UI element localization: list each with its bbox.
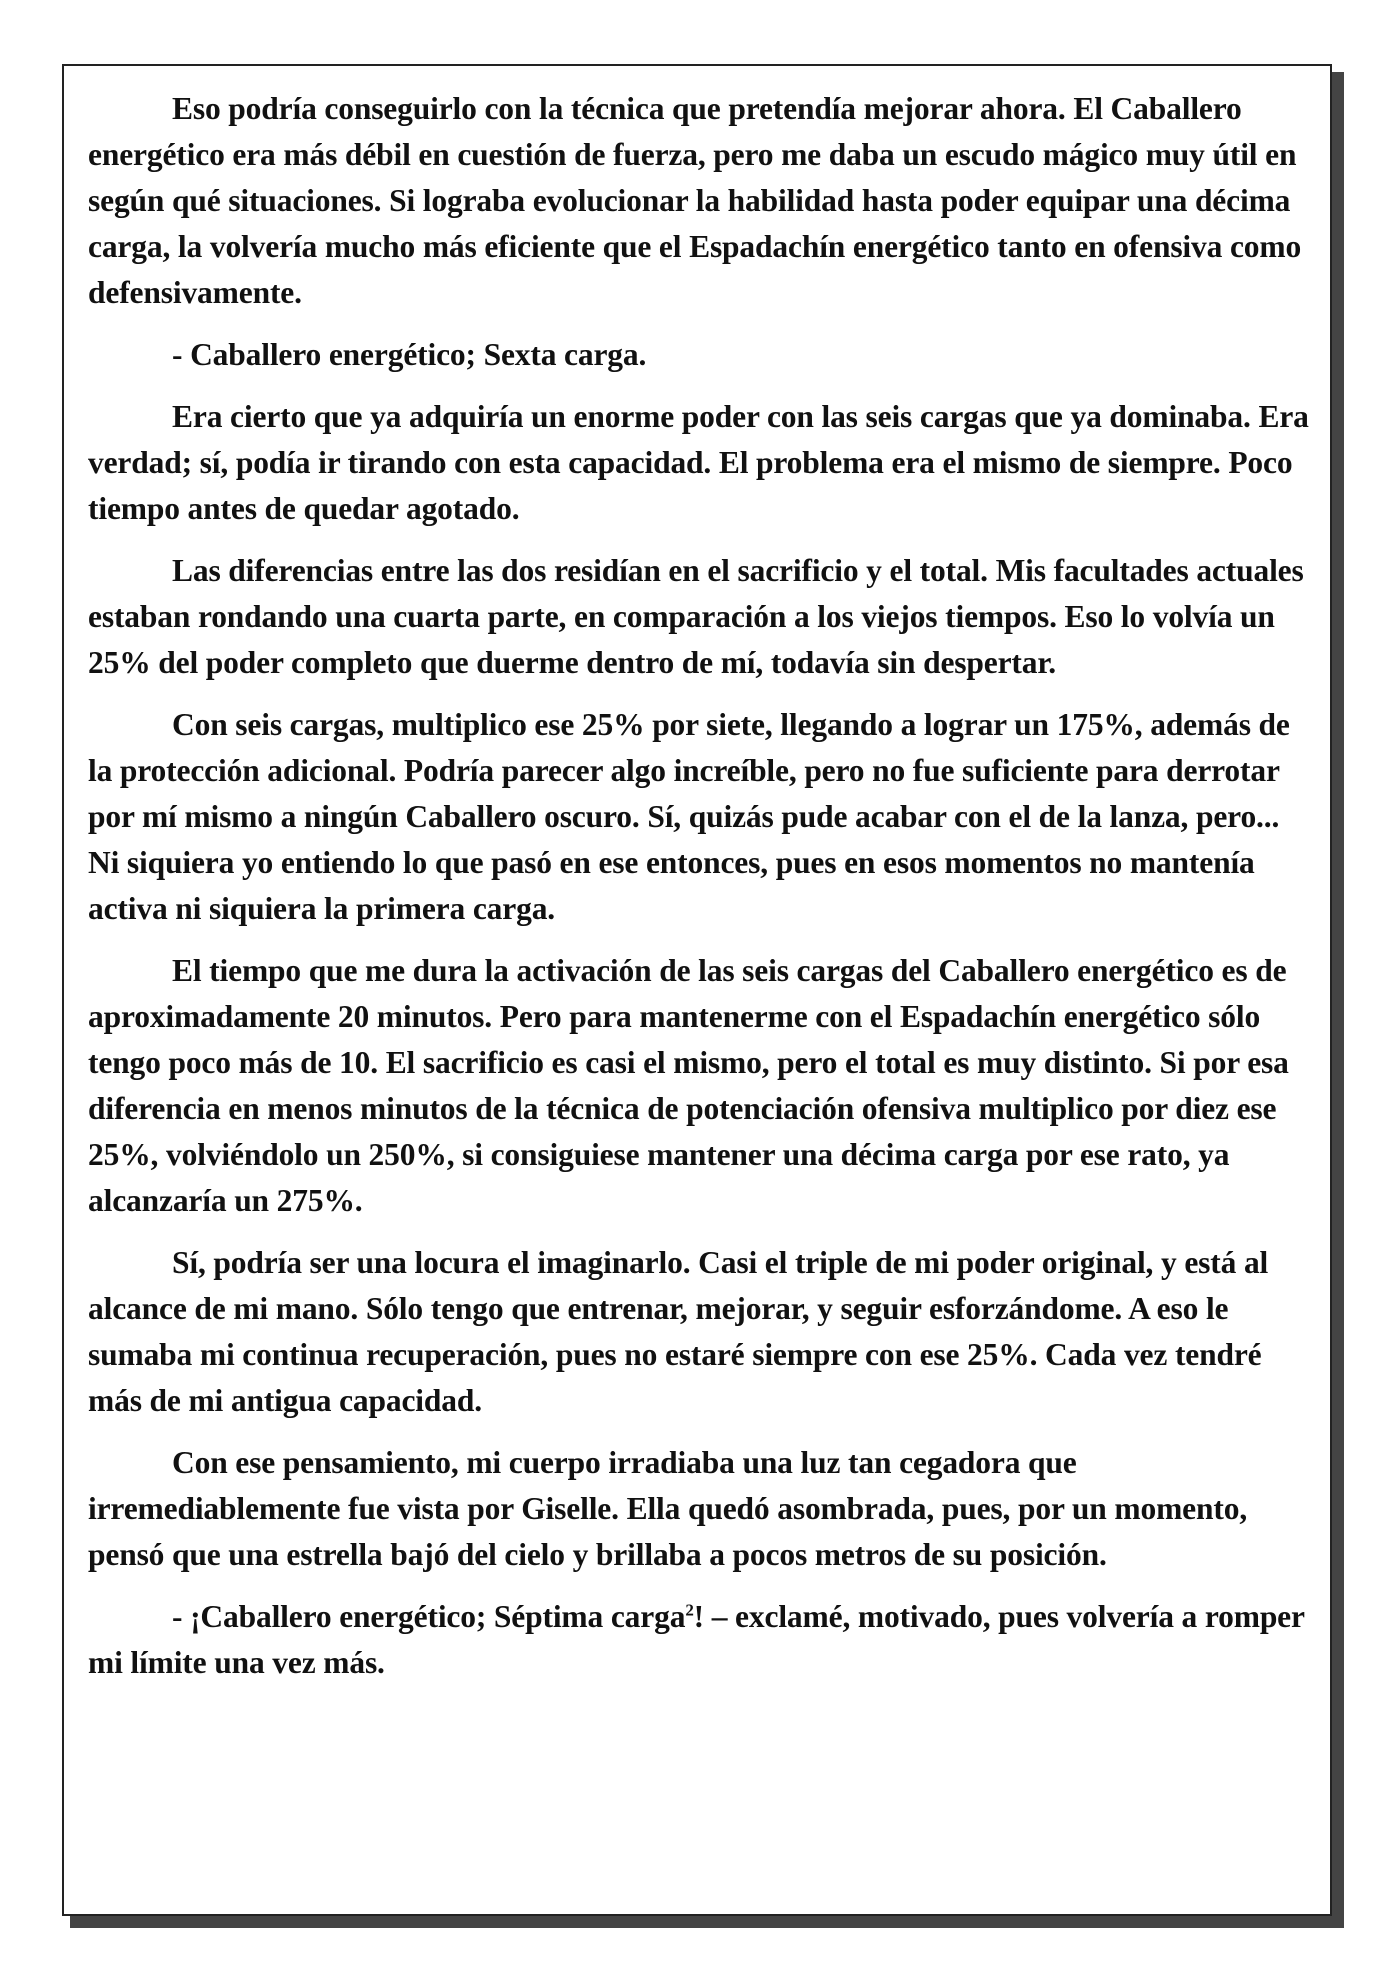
footnote-marker: 2 <box>685 1600 694 1620</box>
paragraph-3: Era cierto que ya adquiría un enorme poder con las seis cargas que ya dominaba. Era verdad; sí, podía ir tirando con esta capacidad. El problema era el mismo de siempre. Poco tiempo antes de quedar agotado. <box>88 399 1309 526</box>
dialogue-line-sexta-carga: - Caballero energético; Sexta carga. <box>172 337 647 372</box>
paragraph-6: El tiempo que me dura la activación de las seis cargas del Caballero energético es de aproximadamente 20 minutos. Pero para mantenerme con el Espadachín energético sólo tengo poco más de 10. El sacrificio es casi el mismo, pero el total es muy distinto. Si por esa diferencia en menos minutos de la técnica de potenciación ofensiva multiplico por diez ese 25%, volviéndolo un 250%, si consiguiese mantener una décima carga por ese rato, ya alcanzaría un 275%. <box>88 953 1289 1218</box>
paragraph-5: Con seis cargas, multiplico ese 25% por siete, llegando a lograr un 175%, además de la protección adicional. Podría parecer algo increíble, pero no fue suficiente para derrotar por mí mismo a ningún Caballero oscuro. Sí, quizás pude acabar con el de la lanza, pero... Ni siquiera yo entiendo lo que pasó en ese entonces, pues en esos momentos no mantenía activa ni siquiera la primera carga. <box>88 707 1290 926</box>
dialogue-line-septima-carga <box>88 1594 1318 1686</box>
paragraph-4: Las diferencias entre las dos residían en el sacrificio y el total. Mis facultades actuales estaban rondando una cuarta parte, en comparación a los viejos tiempos. Eso lo volvía un 25% del poder completo que duerme dentro de mí, todavía sin despertar. <box>88 553 1304 680</box>
dialogue-text-end: ! – exclamé, motivado, pues volvería a romper mi límite una vez más. <box>88 1599 1305 1680</box>
paragraph-8: Con ese pensamiento, mi cuerpo irradiaba una luz tan cegadora que irremediablemente fue vista por Giselle. Ella quedó asombrada, pues, por un momento, pensó que una estrella bajó del cielo y brillaba a pocos metros de su posición. <box>88 1445 1248 1572</box>
paragraph-1: Eso podría conseguirlo con la técnica que pretendía mejorar ahora. El Caballero energético era más débil en cuestión de fuerza, pero me daba un escudo mágico muy útil en según qué situaciones. Si lograba evolucionar la habilidad hasta poder equipar una décima carga, la volvería mucho más eficiente que el Espadachín energético tanto en ofensiva como defensivamente. <box>88 91 1302 310</box>
page-frame <box>62 64 1332 1916</box>
dialogue-text-start: - ¡Caballero energético; Séptima carga <box>172 1599 686 1634</box>
paragraph-7: Sí, podría ser una locura el imaginarlo. Casi el triple de mi poder original, y está al alcance de mi mano. Sólo tengo que entrenar, mejorar, y seguir esforzándome. A eso le sumaba mi continua recuperación, pues no estaré siempre con ese 25%. Cada vez tendré más de mi antigua capacidad. <box>88 1245 1269 1418</box>
page-body-text <box>88 86 1318 1686</box>
